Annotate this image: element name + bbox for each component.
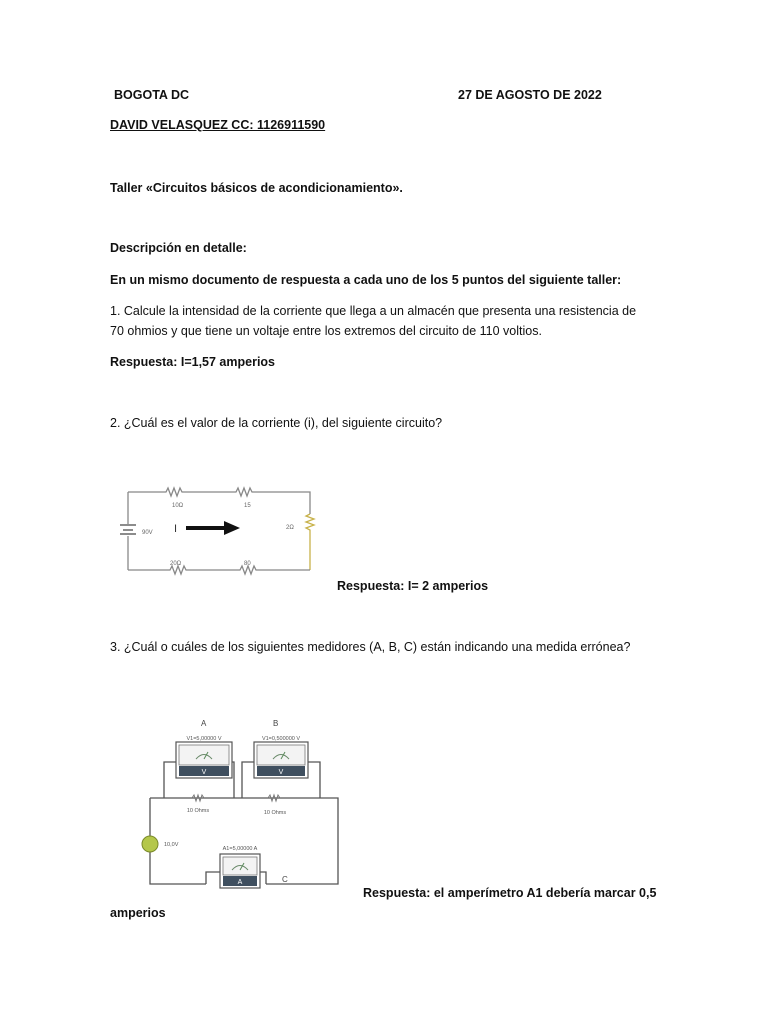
meter-b-name: B	[273, 719, 279, 728]
meter-a-unit: V	[201, 769, 207, 776]
current-label: I	[174, 523, 178, 535]
r-top-right-label: 15	[244, 503, 251, 509]
series-circuit-diagram	[110, 478, 330, 582]
student-info: DAVID VELASQUEZ CC: 1126911590	[110, 118, 326, 132]
q3-answer-line-2: amperios	[110, 906, 166, 920]
source-voltage-label: 10,0V	[164, 842, 179, 848]
ammeter	[220, 854, 260, 888]
q3-question: 3. ¿Cuál o cuáles de los siguientes medidores (A, B, C) están indicando una medida errónea?	[110, 640, 631, 654]
instructions-text: En un mismo documento de respuesta a cada uno de los 5 puntos del siguiente taller:	[110, 273, 622, 287]
meter-a-reading: V1=5,00000 V	[186, 736, 222, 742]
city-label: BOGOTA DC	[114, 88, 189, 102]
ammeter-name: C	[282, 875, 288, 884]
current-arrow-icon	[186, 521, 240, 535]
q1-line-2: 70 ohmios y que tiene un voltaje entre los extremos del circuito de 110 voltios.	[110, 324, 542, 338]
meter-b-reading: V1=0,500000 V	[261, 736, 301, 742]
meter-a-name: A	[201, 719, 207, 728]
q1-answer: Respuesta: I=1,57 amperios	[110, 355, 276, 369]
source-voltage-label: 90V	[142, 530, 153, 536]
ammeter-unit: A	[237, 879, 243, 886]
r-right-label: 2Ω	[286, 525, 294, 531]
resistor-1-label: 10 Ohms	[186, 808, 210, 814]
r-bottom-left-label: 20Ω	[170, 561, 182, 567]
voltage-source-icon	[142, 836, 158, 852]
r-top-left-label: 10Ω	[172, 503, 184, 509]
voltmeter-b	[254, 742, 308, 778]
r-bottom-right-label: 80	[244, 561, 251, 567]
ammeter-reading: A1=5,00000 A	[222, 846, 258, 852]
battery-icon	[120, 525, 136, 534]
q2-answer: Respuesta: I= 2 amperios	[337, 579, 489, 593]
q1-line-1: 1. Calcule la intensidad de la corriente que llega a un almacén que presenta una resistencia de	[110, 304, 637, 318]
meter-circuit-diagram	[136, 712, 352, 892]
description-heading: Descripción en detalle:	[110, 241, 247, 255]
q3-answer-line-1: Respuesta: el amperímetro A1 debería marcar 0,5	[363, 886, 657, 900]
document-title: Taller «Circuitos básicos de acondicionamiento».	[110, 181, 403, 195]
q2-question: 2. ¿Cuál es el valor de la corriente (i), del siguiente circuito?	[110, 416, 443, 430]
meter-b-unit: V	[278, 769, 284, 776]
date-label: 27 DE AGOSTO DE 2022	[458, 88, 602, 102]
resistor-2-label: 10 Ohms	[263, 810, 287, 816]
voltmeter-a	[176, 742, 232, 778]
